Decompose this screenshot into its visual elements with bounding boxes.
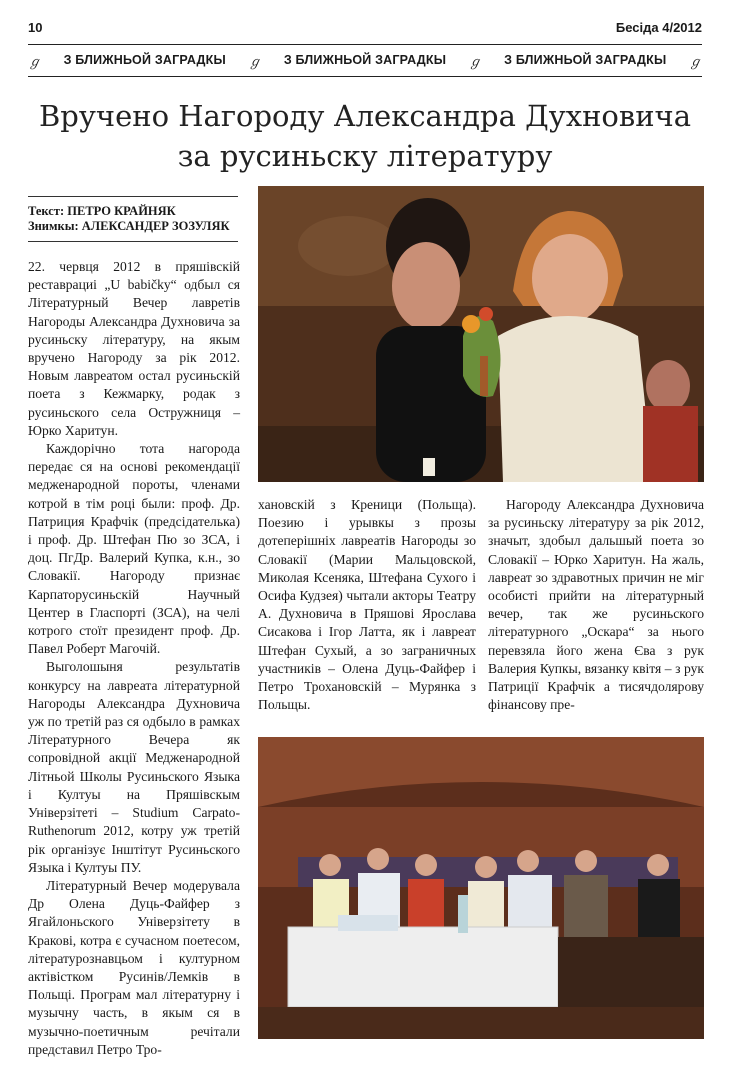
photo-panel-audience (258, 737, 704, 1039)
article-title (28, 96, 702, 176)
section-strip (28, 50, 702, 70)
credit-photos: Знимкы: АЛЕКСАНДЕР ЗОЗУЛЯК (28, 219, 230, 233)
paragraph: Літературный Вечер модерувала Др Олена Дуць-Файфер з Ягайлоньского Універзітету в Кракові, котра є сучасном поетесом, літературознавцьом і културном актівістком Русинів/Лемків в Польщі. Програм мал літературну і музычну часть, в якым ся в музычно-поетичным речітали представил Петро Тро- (28, 877, 240, 1057)
photo-panel-image (258, 737, 704, 1039)
article-column-1 (28, 258, 240, 1059)
photo-award-presentation (258, 186, 704, 482)
ornament-icon: ℊ (688, 54, 702, 70)
header-rule (28, 44, 702, 45)
page-header (28, 18, 702, 38)
photo-award-image (258, 186, 704, 482)
article-credits (28, 196, 238, 242)
page-number: 10 (28, 20, 43, 35)
section-label: З БЛИЖНЬОЙ ЗАГРАДКЫ (504, 53, 667, 67)
paragraph: Нагороду Александра Духновича за русиньску літературу за рік 2012, значыт, здобыл дальшый поета зо Словакії – Юрко Харитун. На жаль, лавреат зо здравотных причин не міг особисті прийти на літературный вечер, так же русиньского літературного „Оскара“ за нього перевзяла його жена Єва з рук Валерия Купкы, вязанку квітя – з рук Патриції Крафчік а тисячдолярову фінансову пре- (488, 497, 704, 713)
title-line: за русиньску літературу (177, 139, 553, 173)
ornament-icon: ℊ (28, 54, 42, 70)
article-column-3 (488, 496, 704, 714)
section-label: З БЛИЖНЬОЙ ЗАГРАДКЫ (283, 53, 447, 67)
paragraph: Выголошыня результатів конкурсу на лавреата літературной Нагороды Александра Духновича уж по третій раз ся одбыло в рамках Літературного Вечера як сопровідной акції Медженародной Літньой Школы Русиньского Языка і Култуы на Пряшівскым Універзітеті – Studium Carpato-Ruthenorum 2012, котру уж третій рік організує Інштітут Русиньского Языка і Култуы ПУ. (28, 659, 240, 875)
section-rule (28, 76, 702, 77)
issue-label: Бесіда 4/2012 (615, 20, 702, 35)
credits-rule (28, 241, 238, 242)
paragraph: Каждорічно тота нагорода передає ся на основі рекомендації медженародной пороты, членами котрой в тім році были: проф. Др. Патриция Крафчік (предсідателька) і проф. Др. Штефан Пю зо ЗСА, і доц. ПгДр. Валерий Купка, к.н., зо Словакії. Нагороду признає Карпаторусиньскій Научный Центер в Гласпорті (ЗСА), на челі котрого стоїт президент проф. Др. Павел Роберт Магочій. (28, 441, 240, 657)
ornament-icon: ℊ (468, 54, 482, 70)
section-label: З БЛИЖНЬОЙ ЗАГРАДКЫ (63, 53, 226, 67)
paragraph: 22. червця 2012 в пряшівскій реставрациі „U babičky“ одбыл ся Літературный Вечер лавретів Нагороды Александра Духновича за русиньску літературу, на якым вручено Нагороду за рік 2012. Новым лавреатом остал русиньскій поета з Кежмарку, родак з русиньского села Остружниця – Юрко Харитун. (28, 259, 240, 438)
credit-text: Текст: ПЕТРО КРАЙНЯК (28, 204, 176, 218)
ornament-icon: ℊ (248, 54, 262, 70)
title-line: Вручено Нагороду Александра Духновича (38, 99, 692, 133)
paragraph: хановскій з Креници (Польща). Поезию і урывкы з прозы дотеперішніх лавреатів Нагороды зо Словакії (Марии Мальцовской, Миколая Ксеняка, Штефана Сухого і Осифа Кудзея) чытали акторы Театру А. Духновича в Пряшові Ярослава Сисакова і Ігор Латта, як і лавреат Штефан Сухый, а зо заграничных участників – Олена Дуць-Файфер і Петро Трохановскій – Мурянка з Польщы. (258, 497, 476, 713)
article-column-2 (258, 496, 476, 714)
